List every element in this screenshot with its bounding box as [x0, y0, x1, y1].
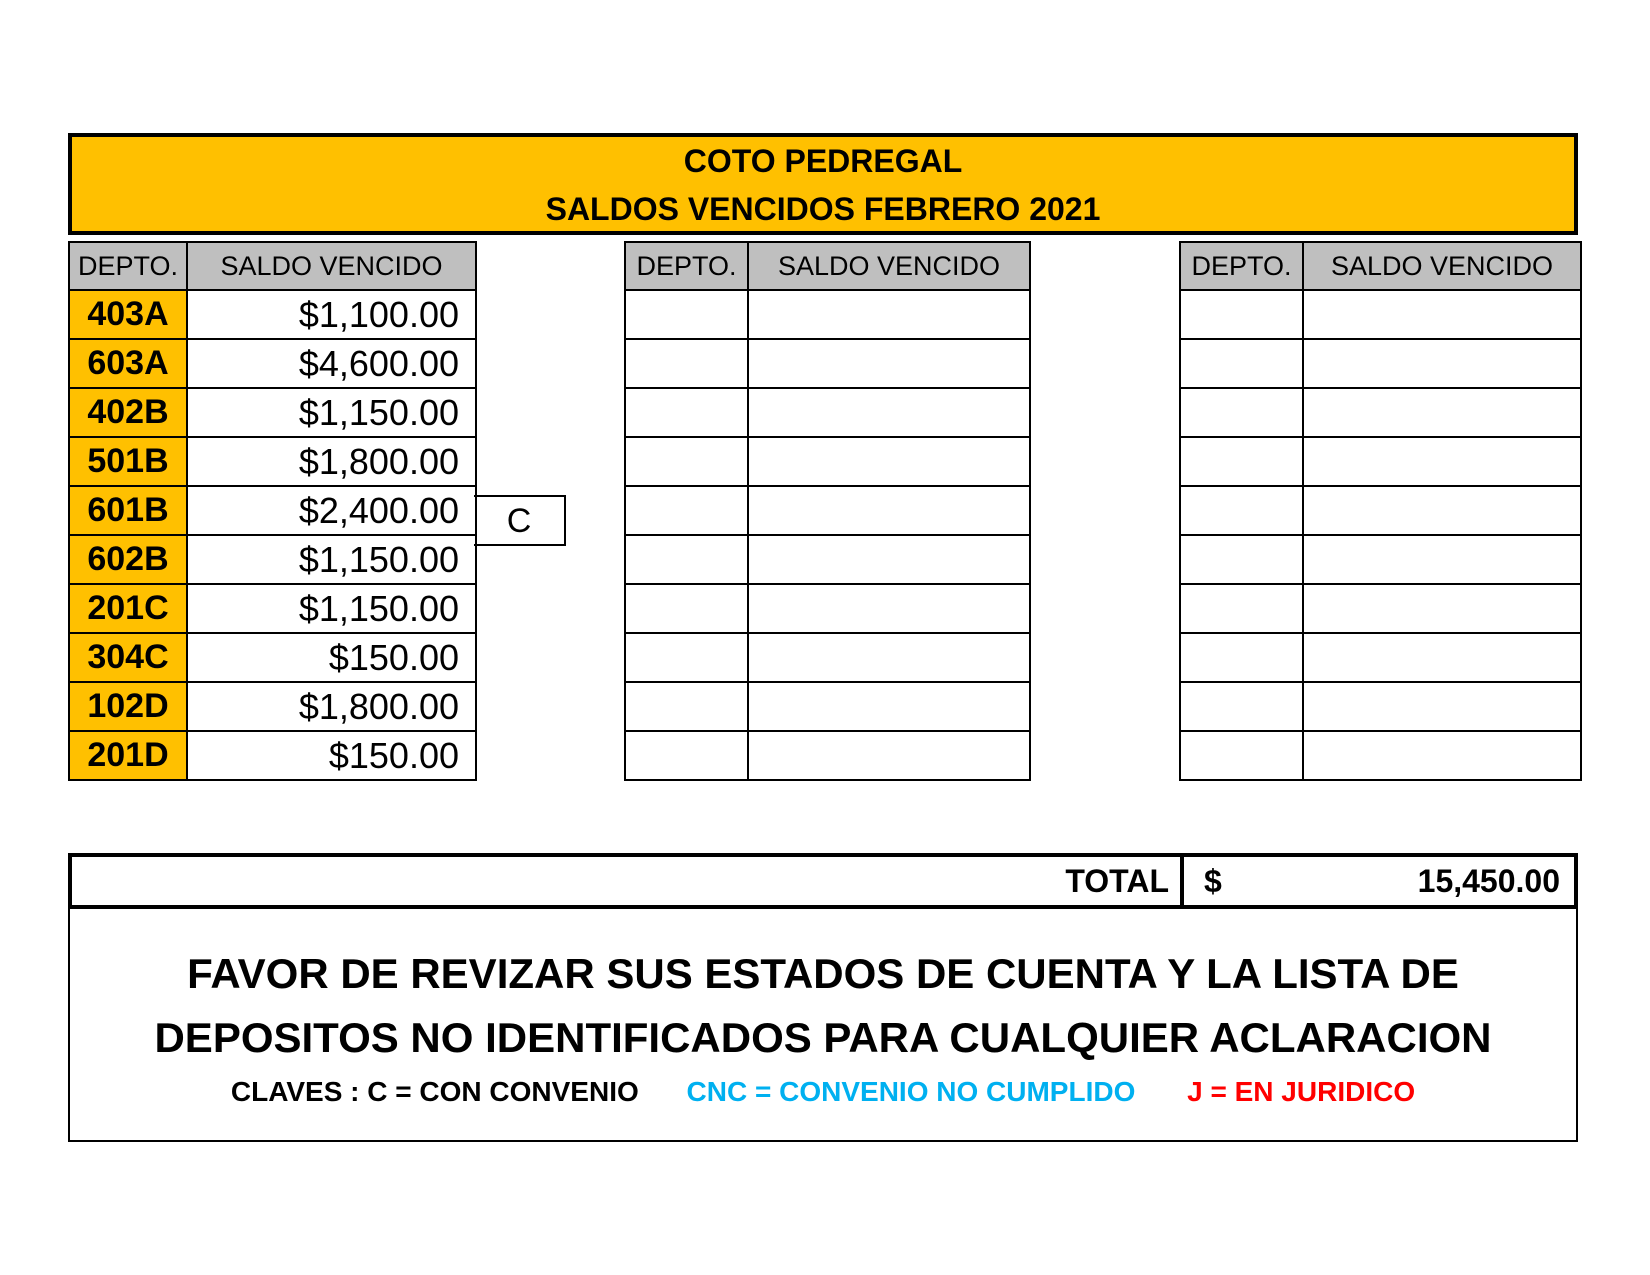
- empty-cell: [1180, 339, 1303, 388]
- table-row: [625, 437, 1030, 486]
- depto-cell: 603A: [69, 339, 187, 388]
- empty-cell: [1180, 731, 1303, 780]
- empty-cell: [748, 633, 1030, 682]
- depto-cell: 601B: [69, 486, 187, 535]
- total-divider: [1180, 853, 1184, 909]
- saldo-cell: $1,150.00: [187, 584, 476, 633]
- empty-cell: [1303, 731, 1581, 780]
- notice-line-1: FAVOR DE REVIZAR SUS ESTADOS DE CUENTA Y LA LISTA DE: [187, 950, 1459, 997]
- empty-cell: [1180, 535, 1303, 584]
- empty-cell: [625, 388, 748, 437]
- table-row: [69, 339, 476, 388]
- empty-cell: [748, 437, 1030, 486]
- depto-header: DEPTO.: [1180, 242, 1303, 290]
- empty-cell: [748, 535, 1030, 584]
- table-row: [625, 584, 1030, 633]
- empty-cell: [1180, 437, 1303, 486]
- saldo-cell: $2,400.00: [187, 486, 476, 535]
- table-row: [1180, 388, 1581, 437]
- empty-cell: [1303, 633, 1581, 682]
- depto-cell: 201C: [69, 584, 187, 633]
- depto-header: DEPTO.: [625, 242, 748, 290]
- empty-cell: [1180, 633, 1303, 682]
- empty-cell: [748, 290, 1030, 339]
- depto-cell: 501B: [69, 437, 187, 486]
- table-row: [625, 535, 1030, 584]
- table-row: [1180, 437, 1581, 486]
- empty-cell: [1180, 682, 1303, 731]
- table-row: [69, 388, 476, 437]
- table-row: [69, 682, 476, 731]
- depto-cell: 102D: [69, 682, 187, 731]
- saldo-cell: $1,800.00: [187, 682, 476, 731]
- clave-cell: C: [474, 495, 566, 546]
- table-row: [625, 486, 1030, 535]
- table-row: [69, 633, 476, 682]
- empty-cell: [625, 339, 748, 388]
- empty-cell: [1303, 486, 1581, 535]
- table-row: [625, 339, 1030, 388]
- notice-line-2: DEPOSITOS NO IDENTIFICADOS PARA CUALQUIER ACLARACION: [154, 1014, 1492, 1061]
- clave-c: CLAVES : C = CON CONVENIO: [230, 1076, 639, 1107]
- total-value: 15,450.00: [1417, 863, 1560, 899]
- notice-box: [68, 908, 1578, 1142]
- empty-cell: [748, 682, 1030, 731]
- saldo-header: SALDO VENCIDO: [187, 242, 476, 290]
- saldo-cell: $4,600.00: [187, 339, 476, 388]
- table-row: [1180, 633, 1581, 682]
- table-row: [625, 731, 1030, 780]
- empty-cell: [625, 584, 748, 633]
- empty-cell: [748, 388, 1030, 437]
- empty-cell: [1303, 388, 1581, 437]
- empty-cell: [625, 437, 748, 486]
- empty-cell: [748, 486, 1030, 535]
- saldo-cell: $1,800.00: [187, 437, 476, 486]
- depto-header: DEPTO.: [69, 242, 187, 290]
- table-row: [1180, 682, 1581, 731]
- table-row: [1180, 535, 1581, 584]
- empty-cell: [625, 633, 748, 682]
- depto-cell: 402B: [69, 388, 187, 437]
- saldo-cell: $1,150.00: [187, 535, 476, 584]
- table-row: [1180, 339, 1581, 388]
- saldo-cell: $1,100.00: [187, 290, 476, 339]
- balances-table-2: [624, 241, 1031, 781]
- table-row: [1180, 584, 1581, 633]
- report-title: [68, 133, 1578, 235]
- table-row: [69, 290, 476, 339]
- title-line-1: COTO PEDREGAL: [683, 143, 963, 179]
- table-row: [69, 486, 476, 535]
- table-row: [69, 437, 476, 486]
- empty-cell: [1180, 388, 1303, 437]
- empty-cell: [748, 584, 1030, 633]
- total-row: [68, 853, 1578, 909]
- table-row: [625, 682, 1030, 731]
- clave-j: J = EN JURIDICO: [1187, 1076, 1416, 1107]
- saldo-header: SALDO VENCIDO: [748, 242, 1030, 290]
- table-row: [1180, 290, 1581, 339]
- depto-cell: 602B: [69, 535, 187, 584]
- empty-cell: [748, 731, 1030, 780]
- balances-table-1: [68, 241, 477, 781]
- empty-cell: [625, 290, 748, 339]
- table-row: [69, 535, 476, 584]
- empty-cell: [1303, 290, 1581, 339]
- empty-cell: [748, 339, 1030, 388]
- claves-legend: [70, 1076, 1576, 1108]
- empty-cell: [1303, 682, 1581, 731]
- table-row: [625, 388, 1030, 437]
- saldo-header: SALDO VENCIDO: [1303, 242, 1581, 290]
- saldo-cell: $150.00: [187, 633, 476, 682]
- depto-cell: 403A: [69, 290, 187, 339]
- empty-cell: [625, 731, 748, 780]
- table-row: [625, 290, 1030, 339]
- empty-cell: [625, 682, 748, 731]
- clave-cnc: CNC = CONVENIO NO CUMPLIDO: [686, 1076, 1136, 1107]
- total-currency: $: [1204, 863, 1222, 899]
- saldo-cell: $150.00: [187, 731, 476, 780]
- empty-cell: [1180, 290, 1303, 339]
- total-label: TOTAL: [1065, 863, 1169, 899]
- empty-cell: [1303, 437, 1581, 486]
- table-row: [1180, 731, 1581, 780]
- empty-cell: [1180, 486, 1303, 535]
- balances-table-3: [1179, 241, 1582, 781]
- empty-cell: [1303, 339, 1581, 388]
- depto-cell: 201D: [69, 731, 187, 780]
- table-row: [69, 584, 476, 633]
- table-row: [625, 633, 1030, 682]
- empty-cell: [625, 535, 748, 584]
- depto-cell: 304C: [69, 633, 187, 682]
- title-line-2: SALDOS VENCIDOS FEBRERO 2021: [545, 191, 1101, 227]
- empty-cell: [1303, 535, 1581, 584]
- table-row: [69, 731, 476, 780]
- empty-cell: [625, 486, 748, 535]
- saldo-cell: $1,150.00: [187, 388, 476, 437]
- table-row: [1180, 486, 1581, 535]
- empty-cell: [1180, 584, 1303, 633]
- empty-cell: [1303, 584, 1581, 633]
